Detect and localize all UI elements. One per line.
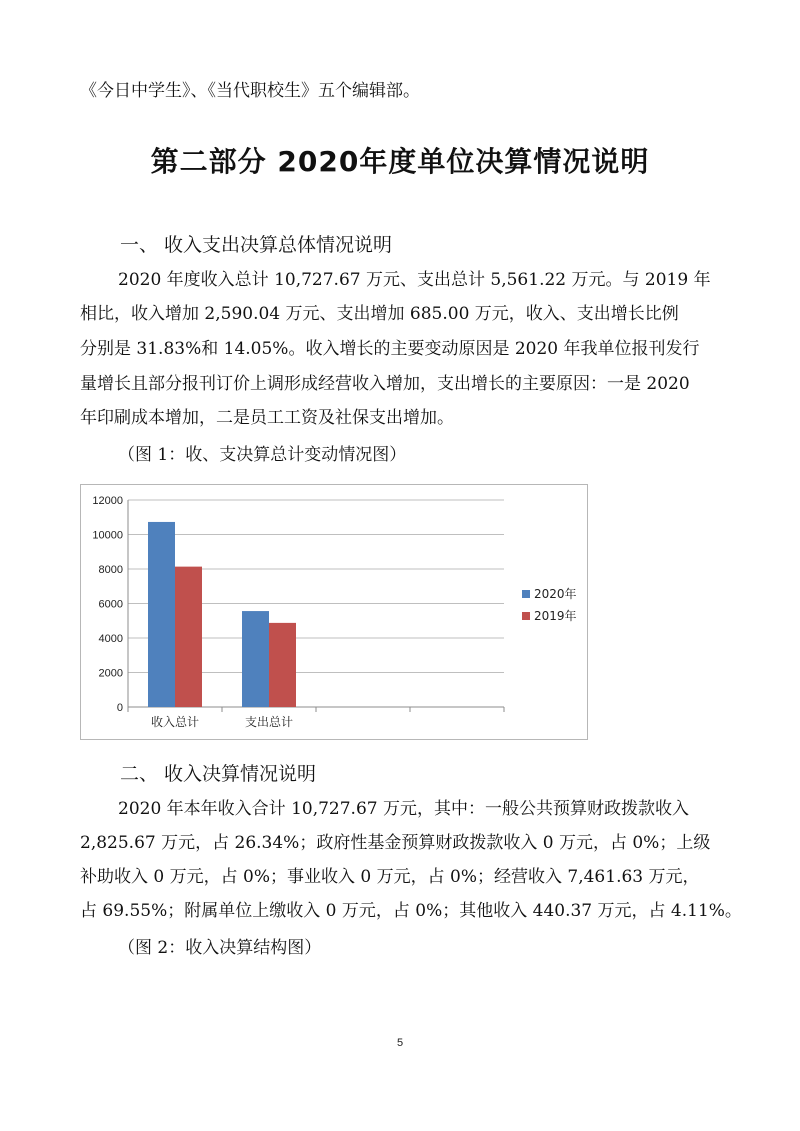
- y-tick-label: 0: [116, 702, 123, 714]
- legend-label: 2020年: [534, 587, 577, 601]
- bar-2019: [269, 623, 296, 707]
- section-2-paragraph-line-1: 2020 年本年收入合计 10,727.67 万元，其中：一般公共预算财政拨款收入: [118, 799, 689, 819]
- bar-2019: [175, 567, 202, 707]
- page-title: 第二部分 2020年度单位决算情况说明: [150, 145, 650, 178]
- section-1-heading: 一、 收入支出决算总体情况说明: [120, 234, 393, 256]
- figure-2-caption: （图 2：收入决算结构图）: [118, 938, 322, 958]
- y-tick-label: 2000: [98, 667, 123, 680]
- legend-label: 2019年: [534, 609, 577, 623]
- y-tick-label: 6000: [98, 598, 123, 611]
- bar-2020: [242, 611, 269, 707]
- figure-1-caption: （图 1：收、支决算总计变动情况图）: [118, 445, 407, 465]
- income-expense-bar-chart: [80, 484, 588, 740]
- section-2-paragraph-line-3: 补助收入 0 万元，占 0%；事业收入 0 万元，占 0%；经营收入 7,461.63 万元，: [80, 867, 700, 887]
- section-2-paragraph-line-4: 占 69.55%；附属单位上缴收入 0 万元，占 0%；其他收入 440.37 万元，占 4.11%。: [80, 901, 742, 921]
- x-category-label: 收入总计: [150, 715, 200, 729]
- section-1-paragraph-line-1: 2020 年度收入总计 10,727.67 万元、支出总计 5,561.22 万元。与 2019 年: [118, 270, 711, 290]
- section-2-heading: 二、 收入决算情况说明: [120, 763, 317, 785]
- section-1-paragraph-line-5: 年印刷成本增加，二是员工工资及社保支出增加。: [80, 408, 454, 428]
- y-tick-label: 4000: [98, 633, 123, 645]
- section-1-paragraph-line-4: 量增长且部分报刊订价上调形成经营收入增加，支出增长的主要原因：一是 2020: [80, 374, 690, 394]
- section-1-paragraph-line-2: 相比，收入增加 2,590.04 万元、支出增加 685.00 万元，收入、支出增长比例: [80, 304, 679, 324]
- y-tick-label: 10000: [92, 529, 123, 542]
- y-tick-label: 8000: [98, 564, 123, 576]
- x-category-label: 支出总计: [244, 715, 294, 729]
- section-1-paragraph-line-3: 分别是 31.83%和 14.05%。收入增长的主要变动原因是 2020 年我单位报刊发行: [80, 339, 700, 359]
- section-2-paragraph-line-2: 2,825.67 万元，占 26.34%；政府性基金预算财政拨款收入 0 万元，占 0%；上级: [80, 833, 711, 853]
- y-tick-label: 12000: [92, 495, 123, 507]
- legend-swatch: [522, 590, 530, 598]
- bar-2020: [148, 522, 175, 707]
- top-text-line: 《今日中学生》、《当代职校生》五个编辑部。: [80, 81, 420, 101]
- page-number: 5: [396, 1037, 404, 1049]
- chart-canvas: [81, 485, 589, 741]
- legend-swatch: [522, 612, 530, 620]
